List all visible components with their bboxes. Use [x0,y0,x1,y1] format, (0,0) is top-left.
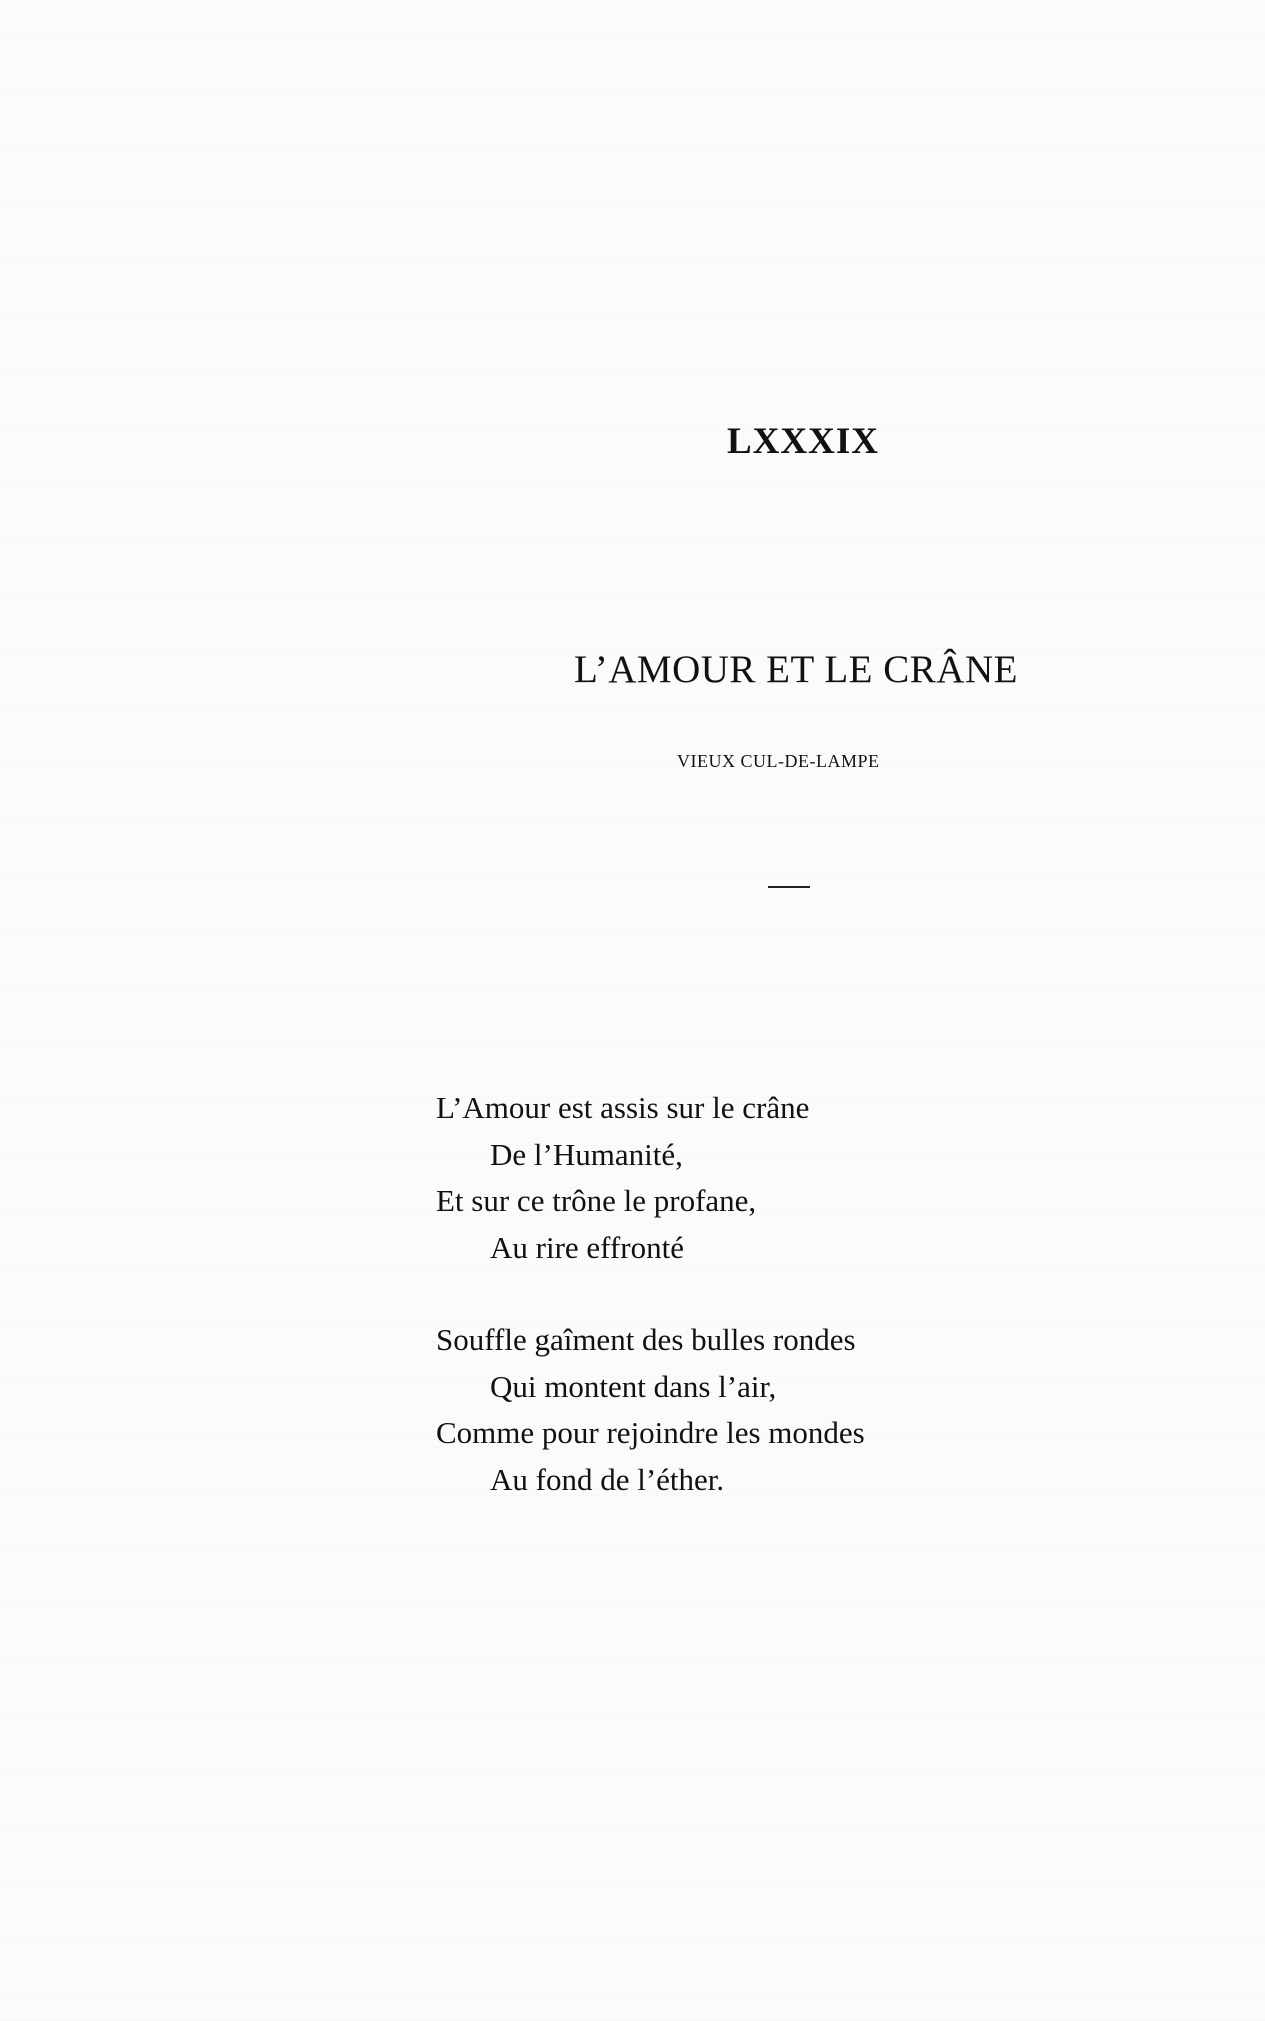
verse-line: Comme pour rejoindre les mondes [436,1415,865,1450]
poem-number: LXXXIX [727,421,879,462]
separator-rule [768,886,810,888]
poem-body [436,1085,865,1549]
stanza [436,1085,865,1271]
verse-line: L’Amour est assis sur le crâne [436,1090,810,1125]
stanza [436,1317,865,1503]
verse-line: Au rire effronté [490,1229,684,1265]
poem-title: L’AMOUR ET LE CRÂNE [574,648,1018,691]
verse-line: Qui montent dans l’air, [490,1368,777,1404]
poem-subtitle: VIEUX CUL-DE-LAMPE [677,751,880,771]
verse-line: Souffle gaîment des bulles rondes [436,1322,856,1357]
verse-line: De l’Humanité, [490,1136,683,1172]
verse-line: Et sur ce trône le profane, [436,1183,757,1218]
verse-line: Au fond de l’éther. [490,1461,725,1497]
